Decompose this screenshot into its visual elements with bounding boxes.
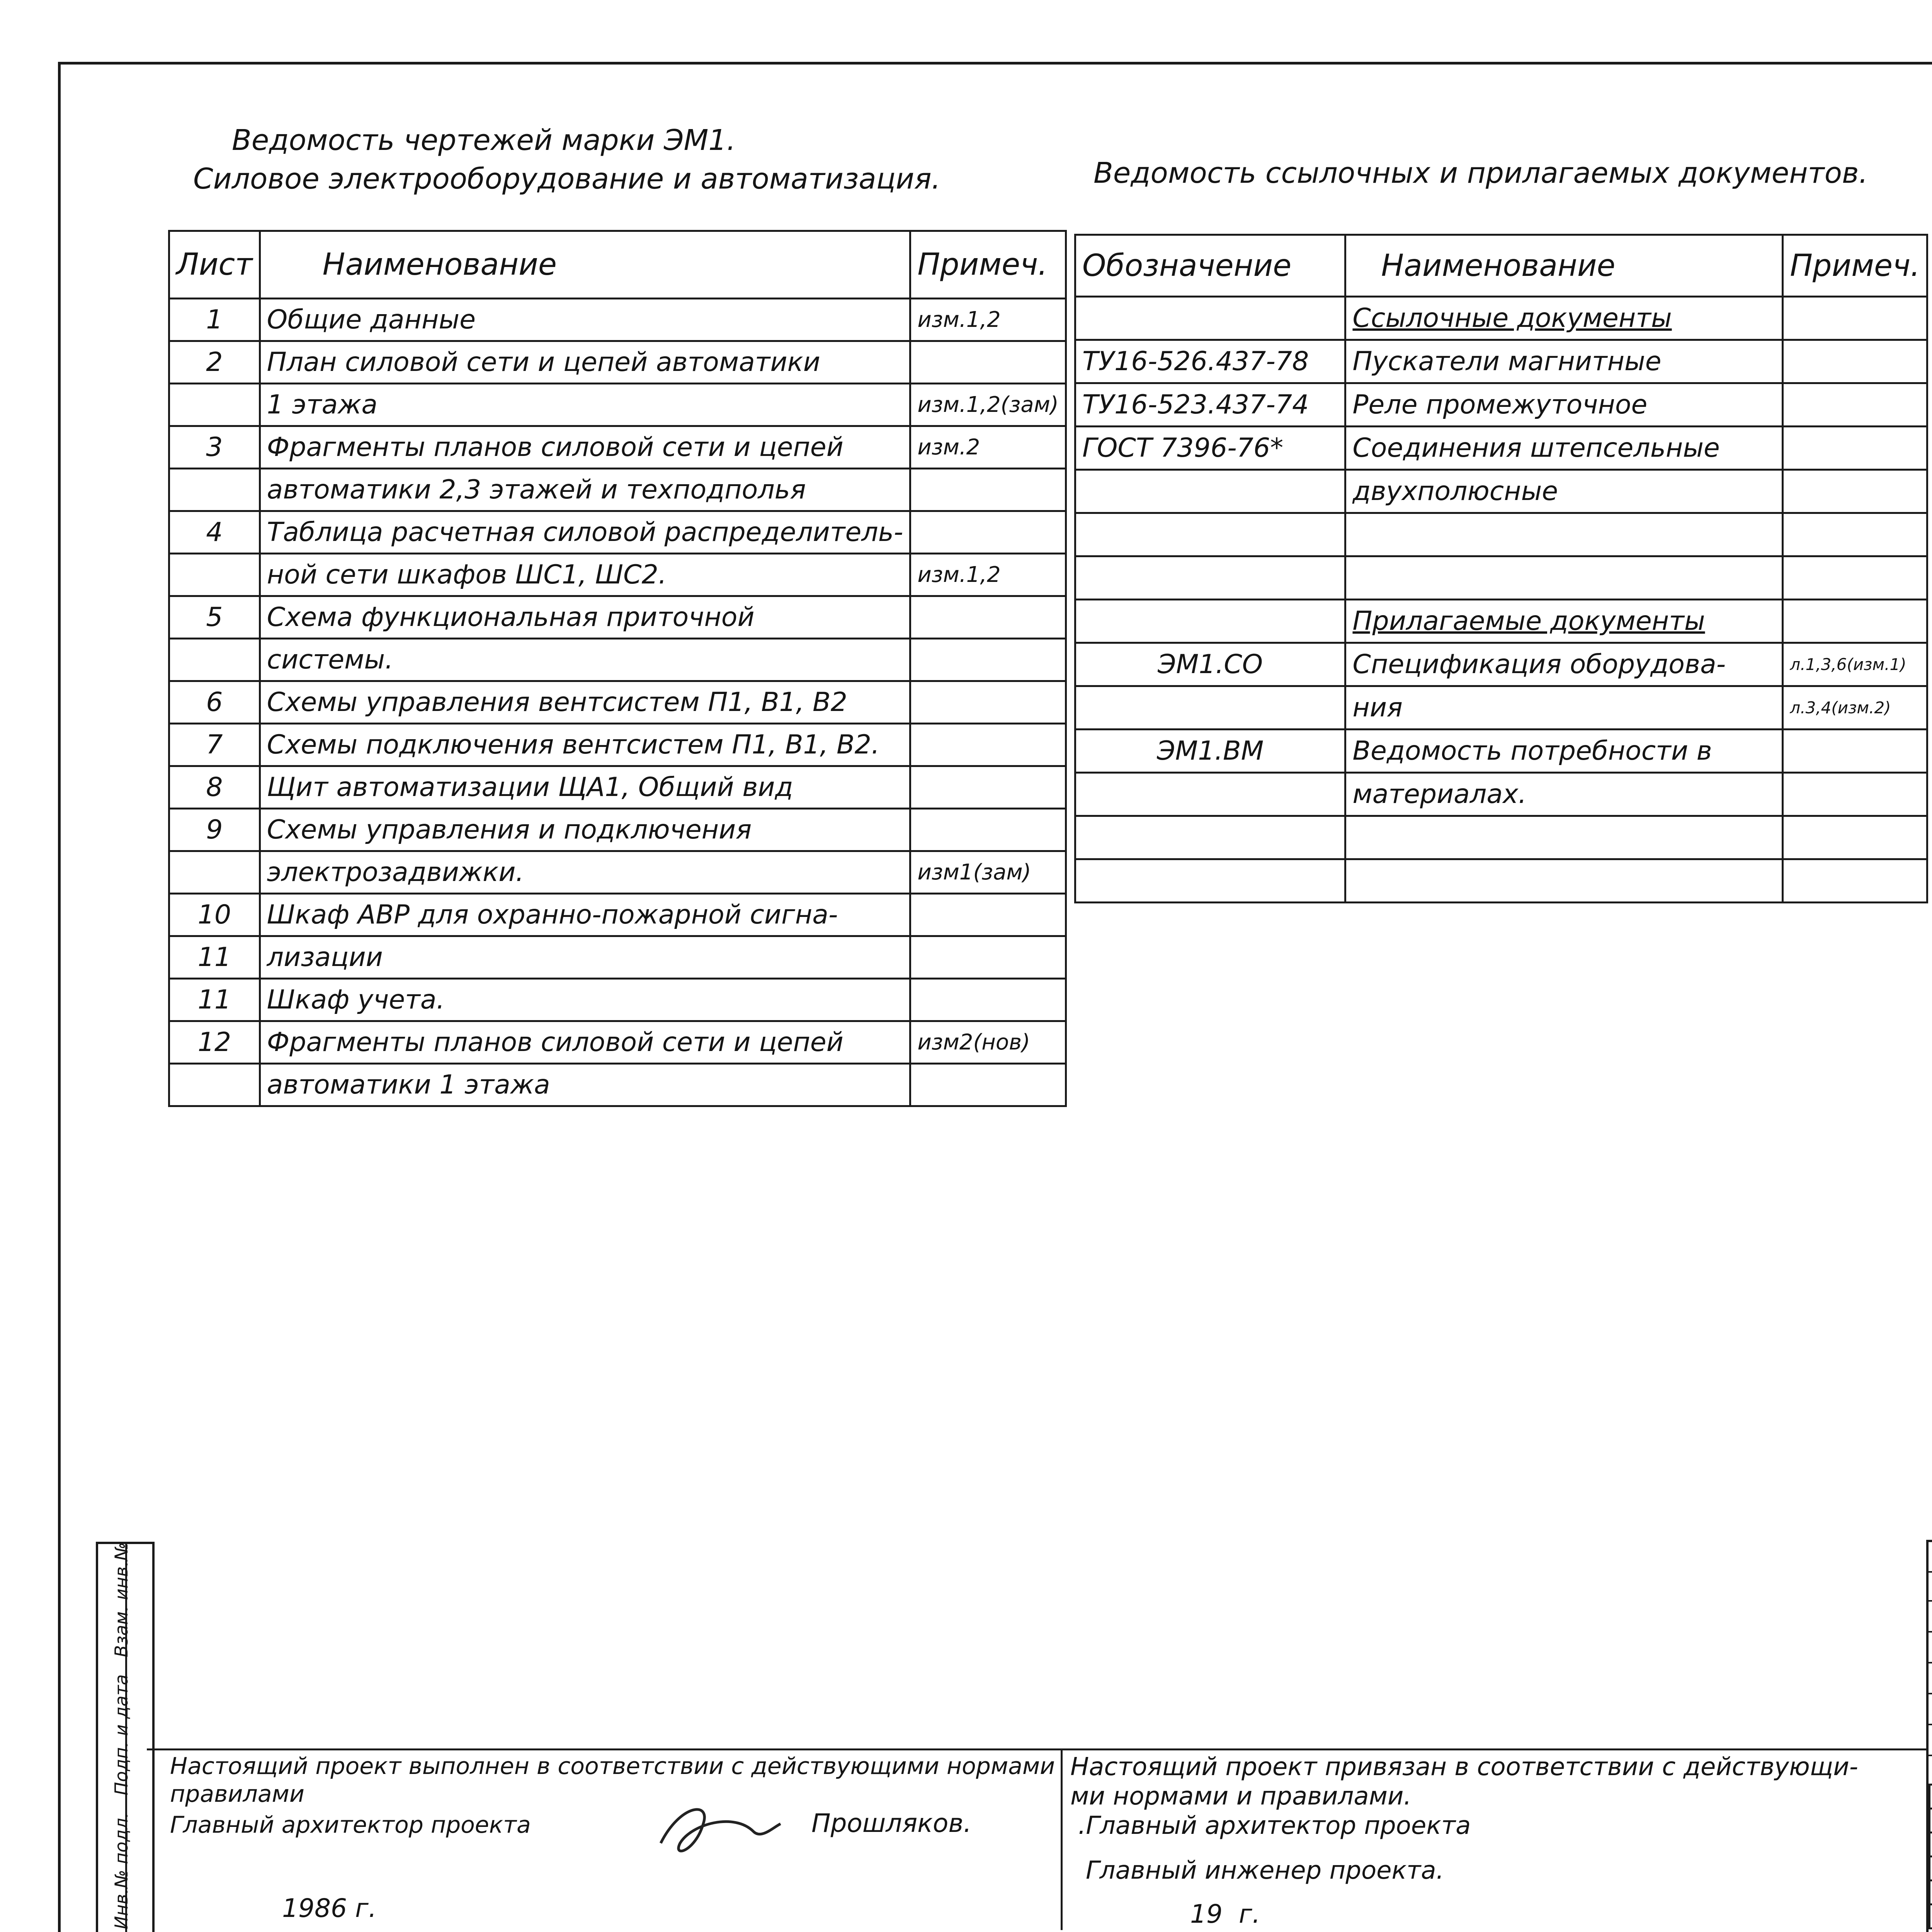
table-row: ЭМ1.СО Спецификация оборудова- л.1,3,6(изм.1) xyxy=(1075,643,1927,686)
table-row: ТУ16-523.437-74 Реле промежуточное xyxy=(1075,383,1927,427)
references-table xyxy=(1074,234,1928,903)
table-row: автоматики 2,3 этажей и техподполья xyxy=(169,469,1066,511)
drawings-table xyxy=(168,230,1067,1107)
table-row: системы. xyxy=(169,639,1066,681)
col-header-note: Примеч. xyxy=(910,231,1066,299)
table-row: 10 Шкаф АВР для охранно-пожарной сигна- xyxy=(169,894,1066,936)
table-row: 8 Щит автоматизации ЩА1, Общий вид xyxy=(169,766,1066,809)
table-row: Ссылочные документы xyxy=(1075,297,1927,340)
drawings-title-1: Ведомость чертежей марки ЭМ1. xyxy=(232,124,736,157)
side-stamp xyxy=(96,1542,155,1932)
staff-table xyxy=(1929,1784,1932,1929)
col-header-name: Наименование xyxy=(260,231,910,299)
col-header-sheet: Лист xyxy=(169,231,260,299)
table-row: ТУ16-526.437-78 Пускатели магнитные xyxy=(1075,340,1927,383)
table-row: 9 Схемы управления и подключения xyxy=(169,809,1066,851)
architect-name: Прошляков. xyxy=(811,1808,972,1838)
side-stamp-text: Инв.№ подл. Подп. и дата Взам. инв.№ xyxy=(111,1542,132,1929)
references-title: Ведомость ссылочных и прилагаемых документов. xyxy=(1094,156,1868,190)
table-row: автоматики 1 этажа xyxy=(169,1064,1066,1106)
bottom-band-line xyxy=(147,1748,1928,1750)
table-row xyxy=(1930,1857,1932,1881)
table-row: 7 Схемы подключения вентсистем П1, В1, В2. xyxy=(169,724,1066,766)
table-row: 4 Таблица расчетная силовой распределитель- xyxy=(169,511,1066,554)
table-row: 5 Схема функциональная приточной xyxy=(169,596,1066,639)
table-row xyxy=(1075,513,1927,556)
table-row: 12 Фрагменты планов силовой сети и цепей изм2(нов) xyxy=(169,1021,1066,1064)
table-row xyxy=(1075,859,1927,903)
statement-divider xyxy=(1061,1748,1063,1930)
table-row: 1 этажа изм.1,2(зам) xyxy=(169,384,1066,426)
statement-right: Настоящий проект привязан в соответствии с действующи- ми нормами и правилами. .Главный архитектор проекта Главный инженер проекта. xyxy=(1070,1753,1858,1885)
table-row: материалах. xyxy=(1075,773,1927,816)
table-row: ния л.3,4(изм.2) xyxy=(1075,686,1927,730)
table-row: 1 Общие данные изм.1,2 xyxy=(169,299,1066,341)
table-row: 11 лизации xyxy=(169,936,1066,979)
table-row xyxy=(1930,1833,1932,1857)
table-row xyxy=(1930,1881,1932,1905)
table-row: 6 Схемы управления вентсистем П1, В1, В2 xyxy=(169,681,1066,724)
table-row: Прилагаемые документы xyxy=(1075,600,1927,643)
architect-signature xyxy=(657,1797,784,1862)
statement-right-year: 19 г. xyxy=(1190,1899,1260,1929)
table-row: двухполюсные xyxy=(1075,470,1927,513)
table-row xyxy=(1930,1785,1932,1809)
table-row: 2 План силовой сети и цепей автоматики xyxy=(169,341,1066,384)
table-row xyxy=(1930,1809,1932,1833)
col-header-ref-name: Наименование xyxy=(1345,235,1783,297)
table-row xyxy=(1075,556,1927,600)
table-row: ной сети шкафов ШС1, ШС2. изм.1,2 xyxy=(169,554,1066,596)
table-row: ГОСТ 7396-76* Соединения штепсельные xyxy=(1075,427,1927,470)
table-row: ЭМ1.ВМ Ведомость потребности в xyxy=(1075,730,1927,773)
table-row xyxy=(1930,1905,1932,1929)
table-row xyxy=(1075,816,1927,859)
table-row: электрозадвижки. изм1(зам) xyxy=(169,851,1066,894)
table-row: 3 Фрагменты планов силовой сети и цепей изм.2 xyxy=(169,426,1066,469)
col-header-designation: Обозначение xyxy=(1075,235,1345,297)
table-row: 11 Шкаф учета. xyxy=(169,979,1066,1021)
statement-left: Настоящий проект выполнен в соответствии с действующими нормами правилами Главный архитектор проекта xyxy=(170,1753,1055,1838)
drawings-title-2: Силовое электрооборудование и автоматизация. xyxy=(193,162,941,196)
statement-left-year: 1986 г. xyxy=(282,1893,377,1923)
title-block xyxy=(1926,1540,1932,1932)
col-header-ref-note: Примеч. xyxy=(1783,235,1927,297)
